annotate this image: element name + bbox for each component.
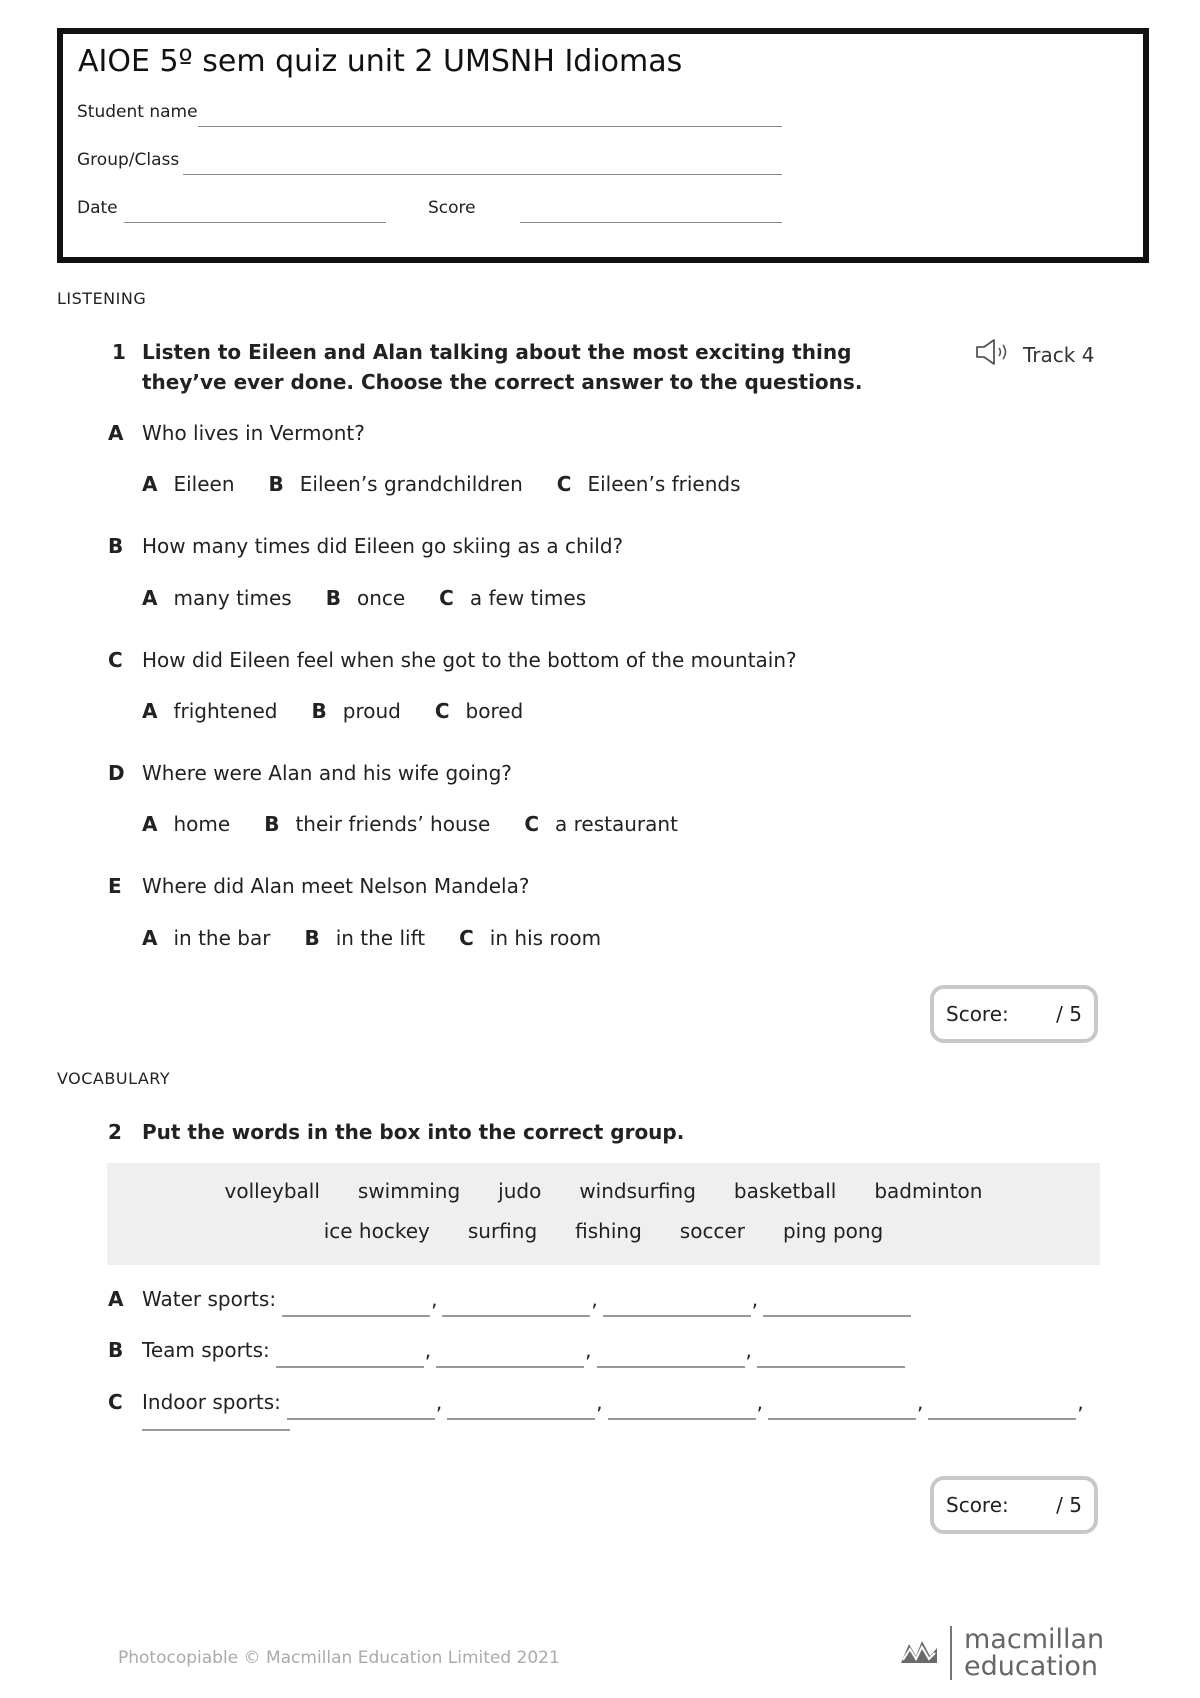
item-question: Who lives in Vermont? (142, 421, 365, 445)
answer-option[interactable]: C a few times (439, 586, 587, 610)
page-title: AIOE 5º sem quiz unit 2 UMSNH Idiomas (78, 44, 683, 79)
answer-blank[interactable] (276, 1366, 424, 1368)
question-2-instruction: Put the words in the box into the correct group. (142, 1120, 685, 1144)
answer-option[interactable]: C bored (434, 699, 524, 723)
answer-option[interactable]: B once (325, 586, 406, 610)
score-total: / 5 (1056, 1493, 1082, 1517)
group-label: Team sports: (142, 1338, 270, 1362)
answer-blank[interactable] (447, 1418, 595, 1420)
group-label: Indoor sports: (142, 1390, 281, 1414)
score-total: / 5 (1056, 1002, 1082, 1026)
item-letter: B (108, 534, 124, 558)
answer-option[interactable]: A in the bar (142, 926, 271, 950)
word-row (107, 1219, 1100, 1243)
group-class-field[interactable] (183, 174, 782, 175)
answer-option[interactable]: B Eileen’s grandchildren (268, 472, 523, 496)
section-label-listening: LISTENING (57, 289, 147, 308)
item-letter: C (108, 648, 123, 672)
answer-option[interactable]: B their friends’ house (264, 812, 491, 836)
group-team-sports: Team sports: , , , (142, 1338, 905, 1362)
answer-blank[interactable] (436, 1366, 584, 1368)
answer-option[interactable]: C a restaurant (524, 812, 678, 836)
section-label-vocabulary: VOCABULARY (57, 1069, 171, 1088)
answer-blank[interactable] (757, 1366, 905, 1368)
student-name-field[interactable] (198, 126, 782, 127)
item-question: Where did Alan meet Nelson Mandela? (142, 874, 530, 898)
answer-blank[interactable] (768, 1418, 916, 1420)
score-box-listening[interactable] (930, 985, 1098, 1043)
score-label: Score: (946, 1002, 1009, 1026)
word-item: soccer (679, 1219, 745, 1243)
question-number-2: 2 (108, 1120, 122, 1144)
word-item: basketball (733, 1179, 837, 1203)
question-number-1: 1 (112, 340, 126, 364)
track-label: Track 4 (1023, 342, 1095, 367)
date-field[interactable] (124, 222, 386, 223)
score-label: Score: (946, 1493, 1009, 1517)
answer-option[interactable]: C in his room (459, 926, 602, 950)
copyright-notice: Photocopiable © Macmillan Education Limited 2021 (118, 1648, 560, 1668)
item-question: How did Eileen feel when she got to the bottom of the mountain? (142, 648, 797, 672)
header-box (57, 28, 1149, 263)
date-label: Date (77, 198, 118, 218)
answer-option[interactable]: B proud (311, 699, 401, 723)
group-water-sports: Water sports: , , , (142, 1287, 911, 1311)
macmillan-logo-icon (900, 1636, 938, 1670)
word-item: fishing (575, 1219, 642, 1243)
answer-option[interactable]: C Eileen’s friends (556, 472, 741, 496)
answer-option[interactable]: A Eileen (142, 472, 235, 496)
answer-blank[interactable] (282, 1315, 430, 1317)
logo-wordmark: macmillan education (964, 1624, 1105, 1682)
item-letter: D (108, 761, 125, 785)
score-field[interactable] (520, 222, 782, 223)
speaker-icon (975, 338, 1013, 371)
answer-option[interactable]: A many times (142, 586, 292, 610)
group-letter: B (108, 1338, 124, 1362)
group-letter: A (108, 1287, 124, 1311)
score-box-vocabulary[interactable] (930, 1476, 1098, 1534)
word-item: swimming (357, 1179, 461, 1203)
answer-option[interactable]: A frightened (142, 699, 278, 723)
item-question: Where were Alan and his wife going? (142, 761, 512, 785)
answer-option[interactable]: A home (142, 812, 231, 836)
word-box (107, 1163, 1100, 1265)
word-item: windsurfing (579, 1179, 696, 1203)
item-letter: E (108, 874, 122, 898)
answer-blank[interactable] (603, 1315, 751, 1317)
answer-blank[interactable] (597, 1366, 745, 1368)
macmillan-logo (900, 1626, 1104, 1680)
answer-blank[interactable] (928, 1418, 1076, 1420)
group-letter: C (108, 1390, 123, 1414)
group-label: Water sports: (142, 1287, 277, 1311)
word-item: volleyball (224, 1179, 320, 1203)
student-name-label: Student name (77, 102, 198, 122)
answer-blank[interactable] (287, 1418, 435, 1420)
answer-blank[interactable] (442, 1315, 590, 1317)
group-indoor-sports: Indoor sports: , , , , , (142, 1390, 1089, 1414)
options-row (142, 812, 678, 836)
word-item: surfing (467, 1219, 538, 1243)
options-row (142, 586, 586, 610)
word-row (107, 1179, 1100, 1203)
item-question: How many times did Eileen go skiing as a child? (142, 534, 624, 558)
score-label: Score (428, 198, 476, 218)
word-item: ice hockey (323, 1219, 430, 1243)
word-item: ping pong (782, 1219, 884, 1243)
answer-blank[interactable] (142, 1429, 290, 1431)
options-row (142, 472, 741, 496)
word-item: badminton (874, 1179, 983, 1203)
item-letter: A (108, 421, 124, 445)
audio-track[interactable] (975, 338, 1094, 371)
group-class-label: Group/Class (77, 150, 180, 170)
word-item: judo (498, 1179, 542, 1203)
question-1-instruction: Listen to Eileen and Alan talking about the most exciting thing they’ve ever done. Choose the correct answer to the questions. (142, 340, 863, 394)
answer-blank[interactable] (608, 1418, 756, 1420)
logo-divider (950, 1626, 952, 1680)
answer-blank[interactable] (763, 1315, 911, 1317)
options-row (142, 699, 523, 723)
options-row (142, 926, 601, 950)
answer-option[interactable]: B in the lift (304, 926, 426, 950)
